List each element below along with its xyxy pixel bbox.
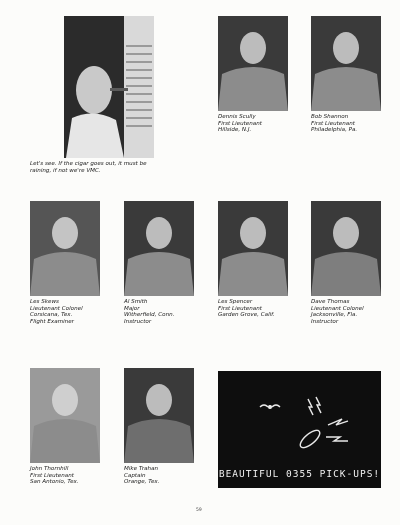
person-rank: First Lieutenant [30,472,74,479]
person-hometown: Hillside, N.J. [218,127,252,134]
person-role: Instructor [124,318,152,325]
portrait-dave-thomas [311,201,381,296]
portrait-les-spencer [218,201,288,296]
person-hometown: Jacksonville, Fla. [311,312,358,319]
person-name: Les Spencer [218,299,253,305]
person-name: Dennis Scully [218,114,256,120]
person-rank: Lieutenant Colonel [30,305,83,312]
person-hometown: Witherfield, Conn. [124,312,175,319]
caption-john-thornhill [30,466,79,486]
person-name: John Thornhill [30,466,69,472]
person-hometown: Corsicana, Tex. [30,312,73,319]
person-rank: Major [124,305,140,312]
person-hometown: San Antonio, Tex. [30,479,79,486]
caption-dennis-scully [218,114,262,134]
person-name: Bob Shannon [311,114,349,120]
portrait-mike-trahan [124,368,194,463]
person-name: Mike Trahan [124,466,159,472]
person-hometown: Orange, Tex. [124,479,160,486]
quote-line-1: Let's see. If the cigar goes out, it must be [30,161,147,167]
portrait-les-skews [30,201,100,296]
banner-photo [218,371,381,488]
person-rank: First Lieutenant [218,120,262,127]
person-role: Flight Examiner [30,318,74,325]
cigar-photo-caption [30,161,190,175]
caption-dave-thomas [311,299,364,325]
caption-bob-shannon [311,114,357,134]
portrait-john-thornhill [30,368,100,463]
caption-les-spencer [218,299,275,319]
portrait-dennis-scully [218,16,288,111]
caption-les-skews [30,299,83,325]
person-name: Dave Thomas [311,299,350,305]
portrait-bob-shannon [311,16,381,111]
person-rank: First Lieutenant [311,120,355,127]
person-role: Instructor [311,318,339,325]
quote-line-2: raining, if not we're VMC. [30,168,101,174]
person-hometown: Philadelphia, Pa. [311,127,358,134]
person-rank: First Lieutenant [218,305,262,312]
person-name: Les Skews [30,299,59,305]
banner-text: BEAUTIFUL 0355 PICK-UPS! [218,469,381,480]
cigar-photo [64,16,154,158]
page-number: 59 [196,508,202,513]
person-hometown: Garden Grove, Calif. [218,312,275,319]
person-rank: Captain [124,472,146,479]
caption-mike-trahan [124,466,159,486]
person-rank: Lieutenant Colonel [311,305,364,312]
person-name: Al Smith [124,299,148,305]
caption-al-smith [124,299,174,325]
portrait-al-smith [124,201,194,296]
